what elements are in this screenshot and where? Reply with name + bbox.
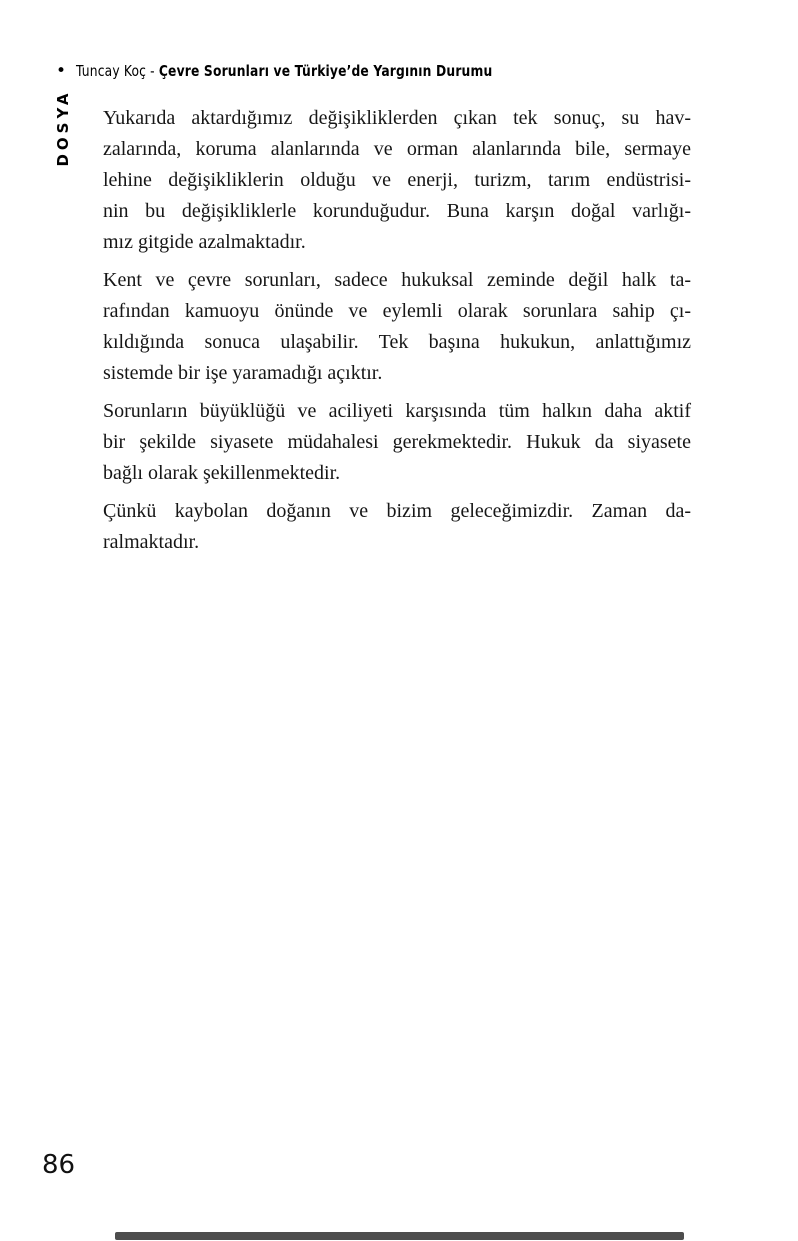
paragraph: [103, 496, 691, 558]
text-line: mız gitgide azalmaktadır.: [103, 231, 306, 253]
page-header: [56, 62, 584, 80]
text-line: bir şekilde siyasete müdahalesi gerekmektedir. Hukuk da siyasete: [103, 431, 691, 453]
text-line: zalarında, koruma alanlarında ve orman alanlarında bile, sermaye: [103, 138, 691, 160]
header-text: [76, 62, 492, 80]
header-title: Çevre Sorunları ve Türkiye’de Yargının Durumu: [158, 62, 493, 80]
text-line: Kent ve çevre sorunları, sadece hukuksal zeminde değil halk ta-: [103, 269, 691, 291]
home-indicator-bar: [115, 1232, 684, 1240]
paragraph: [103, 396, 691, 489]
bullet-icon: •: [56, 60, 67, 81]
text-line: ralmaktadır.: [103, 531, 200, 553]
paragraph: [103, 265, 691, 389]
text-line: nin bu değişikliklerle korunduğudur. Buna karşın doğal varlığı-: [103, 200, 691, 222]
header-author: Tuncay Koç: [76, 62, 147, 80]
text-line: bağlı olarak şekillenmektedir.: [103, 462, 341, 484]
text-line: rafından kamuoyu önünde ve eylemli olarak sorunlara sahip çı-: [103, 300, 691, 322]
paragraph: [103, 103, 691, 258]
text-line: Yukarıda aktardığımız değişikliklerden çıkan tek sonuç, su hav-: [103, 107, 691, 129]
text-line: Sorunların büyüklüğü ve aciliyeti karşısında tüm halkın daha aktif: [103, 400, 691, 422]
text-line: lehine değişikliklerin olduğu ve enerji, turizm, tarım endüstrisi-: [103, 169, 691, 191]
text-line: kıldığında sonuca ulaşabilir. Tek başına hukukun, anlattığımız: [103, 331, 691, 353]
header-separator: -: [146, 62, 159, 80]
section-label-dosya: DOSYA: [54, 89, 72, 167]
section-label-wrap: [48, 86, 78, 170]
text-line: Çünkü kaybolan doğanın ve bizim geleceğimizdir. Zaman da-: [103, 500, 691, 522]
page-number: 86: [42, 1150, 76, 1180]
text-column: [103, 103, 691, 565]
text-line: sistemde bir işe yaramadığı açıktır.: [103, 362, 383, 384]
